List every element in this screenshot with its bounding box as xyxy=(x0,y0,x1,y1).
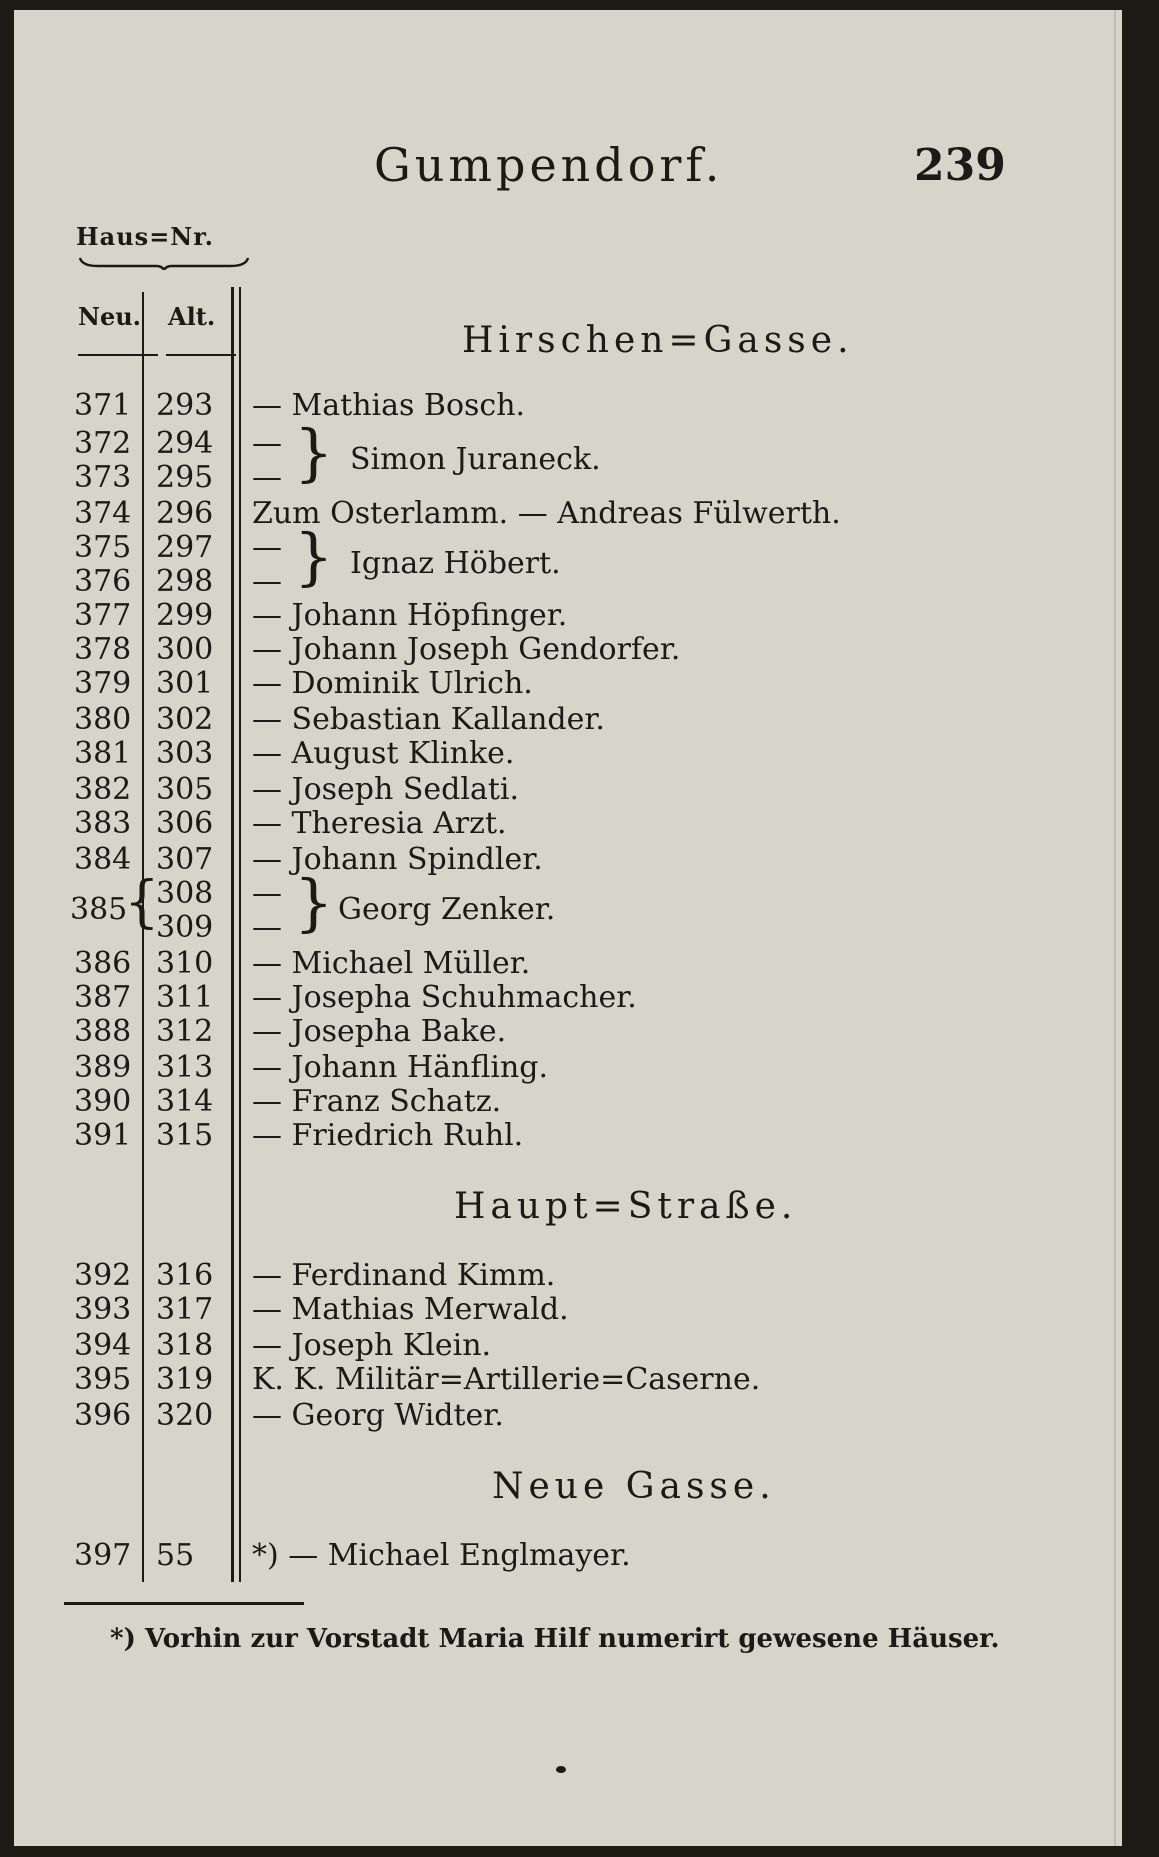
new-number: 374 xyxy=(74,496,132,531)
column-divider xyxy=(239,287,241,1582)
right-brace: } xyxy=(294,866,334,939)
old-number: 317 xyxy=(156,1292,214,1327)
right-brace: } xyxy=(294,416,334,489)
new-number: 396 xyxy=(74,1398,132,1433)
house-number-label: Haus=Nr. xyxy=(76,222,215,251)
left-brace: { xyxy=(124,870,160,935)
old-number: 316 xyxy=(156,1258,214,1293)
old-number: 315 xyxy=(156,1118,214,1153)
new-number: 372 xyxy=(74,426,132,461)
entry-text: — August Klinke. xyxy=(252,736,515,771)
new-number: 375 xyxy=(74,530,132,565)
old-number: 303 xyxy=(156,736,214,771)
entry-text: — Johann Joseph Gendorfer. xyxy=(252,632,681,667)
old-number: 298 xyxy=(156,564,214,599)
column-header-new: Neu. xyxy=(78,302,142,331)
new-number: 384 xyxy=(74,842,132,877)
new-number: 388 xyxy=(74,1014,132,1049)
old-number: 318 xyxy=(156,1328,214,1363)
new-number: 387 xyxy=(74,980,132,1015)
entry-text: Zum Osterlamm. — Andreas Fülwerth. xyxy=(252,496,841,531)
entry-text: — Dominik Ulrich. xyxy=(252,666,533,701)
old-number: 296 xyxy=(156,496,214,531)
entry-text: — xyxy=(252,564,282,599)
entry-text: — xyxy=(252,426,282,461)
old-number: 306 xyxy=(156,806,214,841)
entry-text: — Josepha Bake. xyxy=(252,1014,507,1049)
old-number: 295 xyxy=(156,460,214,495)
old-number: 319 xyxy=(156,1362,214,1397)
old-number: 294 xyxy=(156,426,214,461)
entry-text: — Johann Spindler. xyxy=(252,842,543,877)
entry-text: — Johann Hänfling. xyxy=(252,1050,549,1085)
ink-speck xyxy=(556,1766,566,1773)
new-number: 385 xyxy=(70,892,128,927)
entry-text: — Johann Höpfinger. xyxy=(252,598,568,633)
entry-text: — Joseph Klein. xyxy=(252,1328,492,1363)
old-number: 55 xyxy=(156,1538,195,1573)
entry-text: — Georg Widter. xyxy=(252,1398,504,1433)
old-number: 320 xyxy=(156,1398,214,1433)
grouped-entry: Simon Juraneck. xyxy=(350,442,601,477)
entry-text: *) — Michael Englmayer. xyxy=(252,1538,631,1573)
footnote: *) Vorhin zur Vorstadt Maria Hilf numerirt gewesene Häuser. xyxy=(110,1624,1000,1654)
new-number: 376 xyxy=(74,564,132,599)
new-number: 380 xyxy=(74,702,132,737)
new-number: 379 xyxy=(74,666,132,701)
entry-text: — xyxy=(252,460,282,495)
old-number: 314 xyxy=(156,1084,214,1119)
new-number: 390 xyxy=(74,1084,132,1119)
new-number: 382 xyxy=(74,772,132,807)
new-number: 394 xyxy=(74,1328,132,1363)
right-brace: } xyxy=(294,520,334,593)
book-page xyxy=(14,10,1122,1846)
grouped-entry: Georg Zenker. xyxy=(338,892,556,927)
new-number: 397 xyxy=(74,1538,132,1573)
old-number: 313 xyxy=(156,1050,214,1085)
entry-text: — Theresia Arzt. xyxy=(252,806,507,841)
section-heading: Neue Gasse. xyxy=(492,1466,776,1507)
new-number: 391 xyxy=(74,1118,132,1153)
new-number: 389 xyxy=(74,1050,132,1085)
old-number: 302 xyxy=(156,702,214,737)
entry-text: — Joseph Sedlati. xyxy=(252,772,520,807)
entry-text: — xyxy=(252,530,282,565)
new-number: 371 xyxy=(74,388,132,423)
footnote-rule xyxy=(64,1602,304,1605)
page-number: 239 xyxy=(914,140,1006,191)
entry-text: — Friedrich Ruhl. xyxy=(252,1118,524,1153)
new-number: 395 xyxy=(74,1362,132,1397)
column-group-brace xyxy=(78,256,250,270)
new-number: 386 xyxy=(74,946,132,981)
entry-text: — Franz Schatz. xyxy=(252,1084,502,1119)
entry-text: — Sebastian Kallander. xyxy=(252,702,605,737)
entry-text: — Mathias Merwald. xyxy=(252,1292,569,1327)
entry-text: — Michael Müller. xyxy=(252,946,531,981)
entry-text: K. K. Militär=Artillerie=Caserne. xyxy=(252,1362,761,1397)
old-number: 307 xyxy=(156,842,214,877)
new-number: 373 xyxy=(74,460,132,495)
new-number: 383 xyxy=(74,806,132,841)
entry-text: — xyxy=(252,910,282,945)
old-number: 300 xyxy=(156,632,214,667)
entry-text: — xyxy=(252,876,282,911)
section-heading: Haupt=Straße. xyxy=(454,1186,798,1227)
entry-text: — Mathias Bosch. xyxy=(252,388,526,423)
old-number: 311 xyxy=(156,980,214,1015)
new-number: 393 xyxy=(74,1292,132,1327)
old-number: 297 xyxy=(156,530,214,565)
new-number: 377 xyxy=(74,598,132,633)
section-heading: Hirschen=Gasse. xyxy=(462,320,854,361)
old-number: 293 xyxy=(156,388,214,423)
old-number: 299 xyxy=(156,598,214,633)
new-number: 378 xyxy=(74,632,132,667)
header-rule xyxy=(78,354,158,356)
old-number: 310 xyxy=(156,946,214,981)
grouped-entry: Ignaz Höbert. xyxy=(350,546,561,581)
old-number: 309 xyxy=(156,910,214,945)
header-rule xyxy=(166,354,236,356)
entry-text: — Josepha Schuhmacher. xyxy=(252,980,637,1015)
old-number: 308 xyxy=(156,876,214,911)
old-number: 312 xyxy=(156,1014,214,1049)
new-number: 381 xyxy=(74,736,132,771)
old-number: 301 xyxy=(156,666,214,701)
entry-text: — Ferdinand Kimm. xyxy=(252,1258,556,1293)
column-header-old: Alt. xyxy=(168,302,216,331)
new-number: 392 xyxy=(74,1258,132,1293)
running-title: Gumpendorf. xyxy=(374,138,724,192)
old-number: 305 xyxy=(156,772,214,807)
